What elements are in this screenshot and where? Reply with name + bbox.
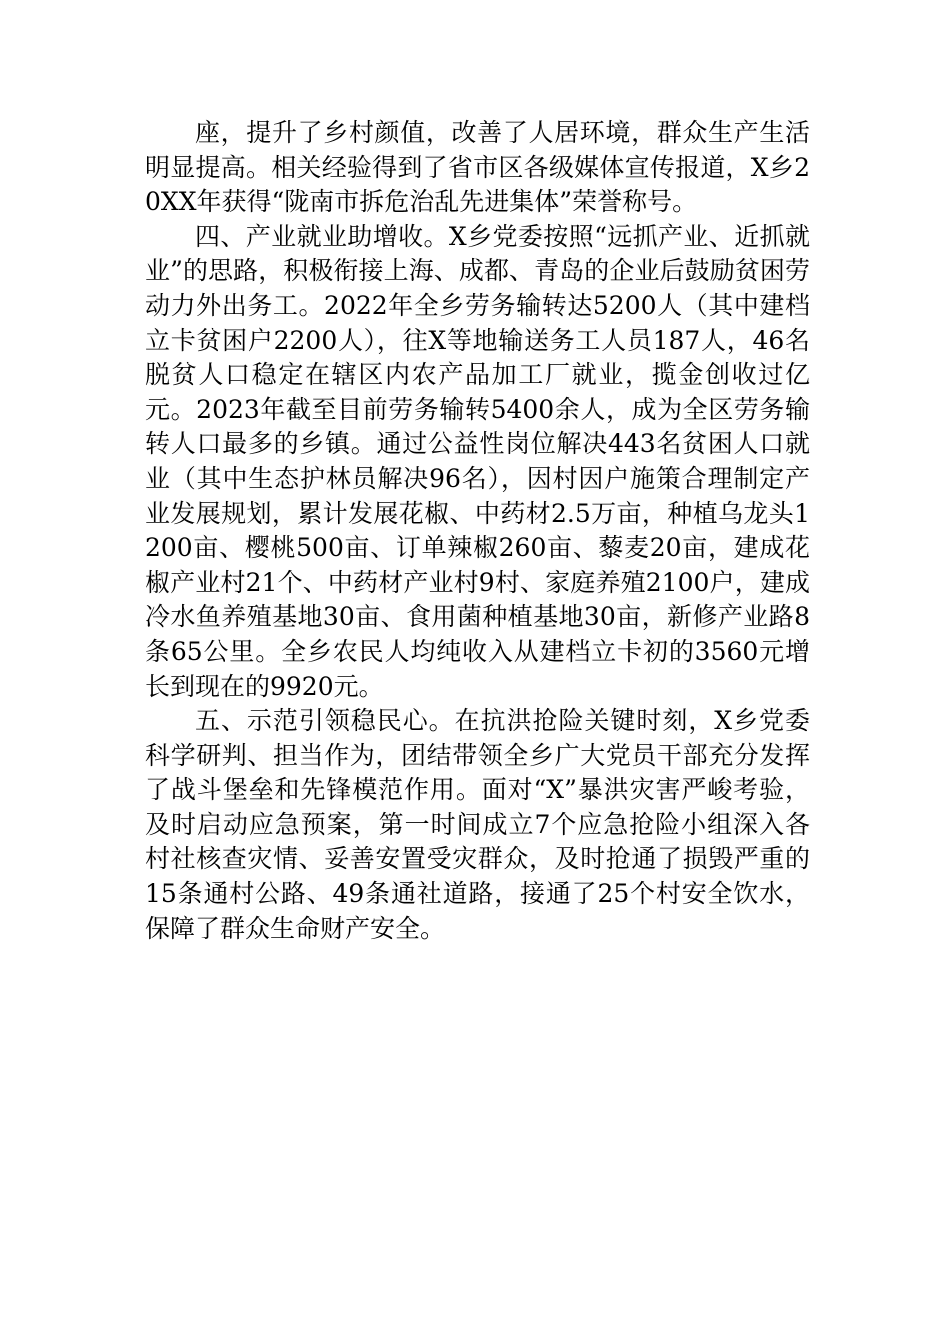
document-body bbox=[145, 116, 810, 946]
paragraph-demonstration: 五、示范引领稳民心。在抗洪抢险关键时刻，X乡党委科学研判、担当作为，团结带领全乡广大党员干部充分发挥了战斗堡垒和先锋模范作用。面对“X”暴洪灾害严峻考验，及时启动应急预案，第一时间成立7个应急抢险小组深入各村社核查灾情、妥善安置受灾群众，及时抢通了损毁严重的15条通村公路、49条通社道路，接通了25个村安全饮水，保障了群众生命财产安全。 bbox=[145, 706, 810, 943]
paragraph-industry-employment: 四、产业就业助增收。X乡党委按照“远抓产业、近抓就业”的思路，积极衔接上海、成都、青岛的企业后鼓励贫困劳动力外出务工。2022年全乡劳务输转达5200人（其中建档立卡贫困户2200人），往X等地输送务工人员187人，46名脱贫人口稳定在辖区内农产品加工厂就业，揽金创收过亿元。2023年截至目前劳务输转5400余人，成为全区劳务输转人口最多的乡镇。通过公益性岗位解决443名贫困人口就业（其中生态护林员解决96名），因村因户施策合理制定产业发展规划，累计发展花椒、中药材2.5万亩，种植乌龙头1200亩、樱桃500亩、订单辣椒260亩、藜麦20亩，建成花椒产业村21个、中药材产业村9村、家庭养殖2100户，建成冷水鱼养殖基地30亩、食用菌种植基地30亩，新修产业路8条65公里。全乡农民人均纯收入从建档立卡初的3560元增长到现在的9920元。 bbox=[145, 221, 810, 701]
paragraph-continued: 座，提升了乡村颜值，改善了人居环境，群众生产生活明显提高。相关经验得到了省市区各级媒体宣传报道，X乡20XX年获得“陇南市拆危治乱先进集体”荣誉称号。 bbox=[145, 118, 810, 217]
